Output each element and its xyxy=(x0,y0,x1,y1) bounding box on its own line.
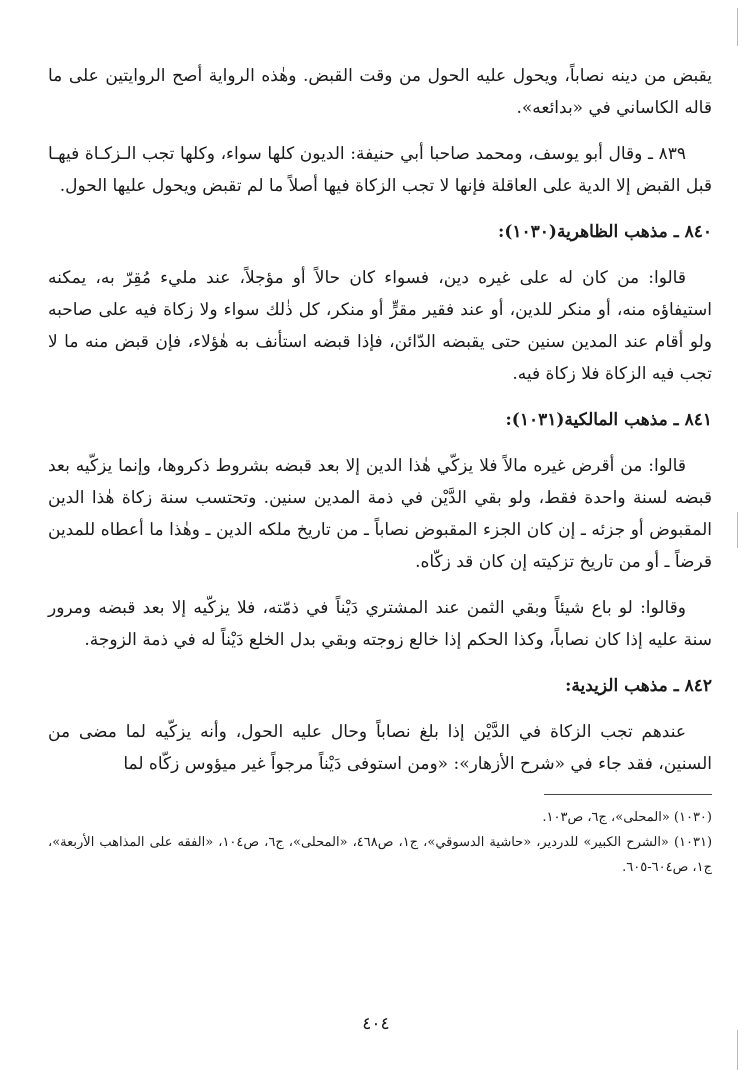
paragraph-zaydiyya: عندهم تجب الزكاة في الدَّيْن إذا بلغ نصاباً وحال عليه الحول، وأنه يزكّيه لما مضى من السنين، فقد جاء في «شرح الأزهار»: «ومن استوفى دَيْناً مرجواً غير ميؤوس زكّاه لما xyxy=(48,722,712,774)
page-number: ٤٠٤ xyxy=(362,1014,390,1034)
gutter-mark-bottom xyxy=(737,1030,738,1070)
footnote-divider xyxy=(544,794,712,795)
footnote-1030: (١٠٣٠) «المحلى»، ج٦، ص١٠٣. xyxy=(542,810,712,825)
paragraph-intro: يقبض من دينه نصاباً، ويحول عليه الحول من وقت القبض. وهٰذه الرواية أصح الروايتين على ما قاله الكاساني في «بدائعه». xyxy=(48,66,712,118)
paragraph-malikiyya-2: وقالوا: لو باع شيئاً وبقي الثمن عند المشتري دَيْناً في ذمّته، فلا يزكّيه إلا بعد قبضه ومرور سنة عليه إذا كان نصاباً، وكذا الحكم إذا خالع زوجته وبقي بدل الخلع دَيْناً له في ذمة الزوجة. xyxy=(48,598,712,650)
page-content xyxy=(48,60,712,880)
heading-841-malikiyya: ٨٤١ ـ مذهب المالكية(١٠٣١): xyxy=(505,410,712,430)
footnote-1031: (١٠٣١) «الشرح الكبير» للدردير، «حاشية الدسوقي»، ج١، ص٤٦٨، «المحلى»، ج٦، ص١٠٤، «الفقه على المذاهب الأربعة»، ج١، ص٦٠٤-٦٠٥. xyxy=(48,835,713,875)
paragraph-zahiriyya: قالوا: من كان له على غيره دين، فسواء كان حالاً أو مؤجلاً، عند مليء مُقِرّ به، يمكنه استيفاؤه منه، أو منكر للدين، أو عند فقير مقرٍّ أو منكر، كل ذٰلك سواء ولا زكاة فيه على صاحبه ولو أقام عند المدين سنين حتى يقبضه الدّائن، فإذا قبضه استأنف به هٰؤلاء، فإن قبض منه ما لا تجب فيه الزكاة فلا زكاة فيه. xyxy=(48,268,712,384)
heading-840-zahiriyya: ٨٤٠ ـ مذهب الظاهرية(١٠٣٠): xyxy=(498,222,712,242)
paragraph-malikiyya-1: قالوا: من أقرض غيره مالاً فلا يزكّي هٰذا الدين إلا بعد قبضه بشروط ذكروها، وإنما يزكّيه بعد قبضه لسنة واحدة فقط، ولو بقي الدَّيْن في ذمة المدين سنين. وتحتسب سنة زكاة هٰذا الدين المقبوض أو جزئه ـ إن كان الجزء المقبوض نصاباً ـ من تاريخ ملكه الدين ـ وهٰذا ما أعطاه للمدين قرضاً ـ أو من تاريخ تزكيته إن كان قد زكّاه. xyxy=(48,456,712,572)
heading-842-zaydiyya: ٨٤٢ ـ مذهب الزيدية: xyxy=(565,676,712,696)
gutter-mark-top xyxy=(737,8,738,46)
paragraph-839: ٨٣٩ ـ وقال أبو يوسف، ومحمد صاحبا أبي حنيفة: الديون كلها سواء، وكلها تجب الـزكـاة فيهـا قبل القبض إلا الدية على العاقلة فإنها لا تجب الزكاة فيها أصلاً ما لم تقبض ويحول عليها الحول. xyxy=(48,144,712,196)
gutter-mark-middle xyxy=(737,512,738,548)
